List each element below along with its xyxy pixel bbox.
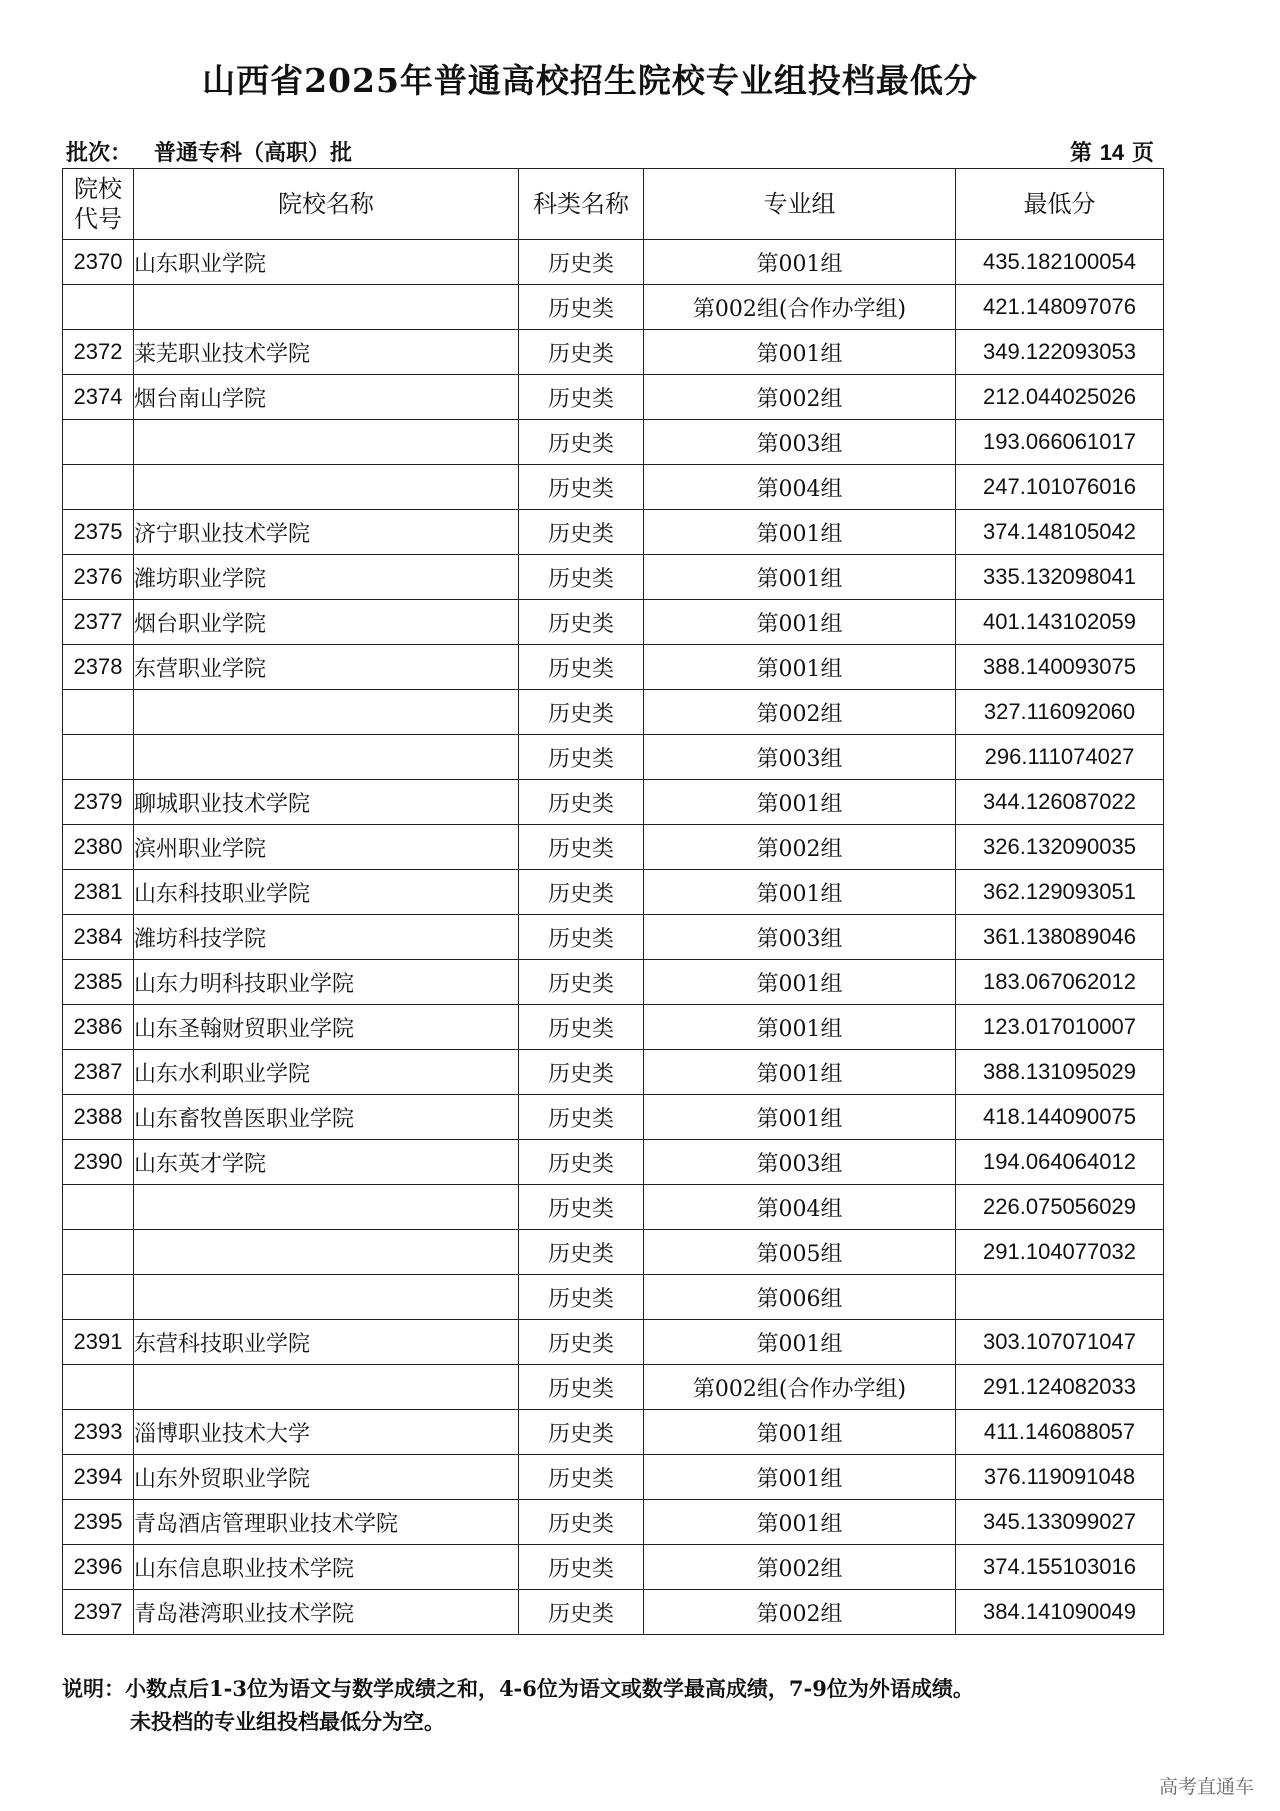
table-row (63, 1455, 1164, 1500)
min-score-cell: 291.124082033 (956, 1365, 1164, 1410)
subject-cell: 历史类 (519, 780, 644, 825)
table-row (63, 870, 1164, 915)
major-group-cell: 第002组 (644, 825, 956, 870)
table-row (63, 510, 1164, 555)
major-group-cell: 第006组 (644, 1275, 956, 1320)
school-name-cell: 山东水利职业学院 (134, 1050, 519, 1095)
subject-cell: 历史类 (519, 1050, 644, 1095)
subject-cell: 历史类 (519, 1095, 644, 1140)
school-code-cell: 2377 (63, 600, 134, 645)
min-score-cell: 123.017010007 (956, 1005, 1164, 1050)
batch-value: 普通专科（高职）批 (154, 140, 353, 166)
header-group: 专业组 (644, 169, 956, 240)
subject-cell: 历史类 (519, 555, 644, 600)
min-score-cell: 335.132098041 (956, 555, 1164, 600)
header-code (63, 169, 134, 240)
subject-cell: 历史类 (519, 1275, 644, 1320)
subject-cell: 历史类 (519, 600, 644, 645)
table-row (63, 1410, 1164, 1455)
table-row (63, 1140, 1164, 1185)
subject-cell: 历史类 (519, 915, 644, 960)
school-name-cell: 烟台职业学院 (134, 600, 519, 645)
table-row (63, 420, 1164, 465)
table-row (63, 1275, 1164, 1320)
school-code-cell: 2387 (63, 1050, 134, 1095)
table-row (63, 825, 1164, 870)
min-score-cell: 183.067062012 (956, 960, 1164, 1005)
min-score-cell: 296.111074027 (956, 735, 1164, 780)
major-group-cell: 第001组 (644, 510, 956, 555)
major-group-cell: 第001组 (644, 960, 956, 1005)
table-row (63, 1320, 1164, 1365)
page-number-info (1070, 136, 1154, 167)
subject-cell: 历史类 (519, 285, 644, 330)
table-row (63, 1050, 1164, 1095)
school-name-cell (134, 420, 519, 465)
min-score-cell (956, 1275, 1164, 1320)
major-group-cell: 第005组 (644, 1230, 956, 1275)
subject-cell: 历史类 (519, 375, 644, 420)
page-title: 山西省2025年普通高校招生院校专业组投档最低分 (202, 61, 978, 100)
school-code-cell (63, 465, 134, 510)
school-name-cell: 滨州职业学院 (134, 825, 519, 870)
footnote-line2: 未投档的专业组投档最低分为空。 (130, 1709, 445, 1734)
subject-cell: 历史类 (519, 960, 644, 1005)
table-row (63, 735, 1164, 780)
table-row (63, 240, 1164, 285)
table-header-row (63, 169, 1164, 240)
min-score-cell: 303.107071047 (956, 1320, 1164, 1365)
batch-info (66, 136, 352, 167)
school-code-cell (63, 1365, 134, 1410)
major-group-cell: 第001组 (644, 1095, 956, 1140)
subject-cell: 历史类 (519, 510, 644, 555)
school-code-cell: 2385 (63, 960, 134, 1005)
subject-cell: 历史类 (519, 1140, 644, 1185)
subject-cell: 历史类 (519, 1365, 644, 1410)
school-code-cell: 2395 (63, 1500, 134, 1545)
batch-label: 批次： (66, 140, 133, 166)
table-row (63, 780, 1164, 825)
major-group-cell: 第002组(合作办学组) (644, 1365, 956, 1410)
table-row (63, 645, 1164, 690)
school-name-cell: 青岛港湾职业技术学院 (134, 1590, 519, 1635)
school-code-cell: 2380 (63, 825, 134, 870)
subject-cell: 历史类 (519, 1320, 644, 1365)
school-code-cell: 2390 (63, 1140, 134, 1185)
min-score-cell: 384.141090049 (956, 1590, 1164, 1635)
school-code-cell: 2397 (63, 1590, 134, 1635)
header-subject: 科类名称 (519, 169, 644, 240)
subject-cell: 历史类 (519, 1545, 644, 1590)
major-group-cell: 第003组 (644, 735, 956, 780)
school-code-cell: 2374 (63, 375, 134, 420)
table-row (63, 465, 1164, 510)
min-score-cell: 411.146088057 (956, 1410, 1164, 1455)
school-name-cell: 山东外贸职业学院 (134, 1455, 519, 1500)
major-group-cell: 第002组 (644, 690, 956, 735)
school-code-cell: 2381 (63, 870, 134, 915)
header-name: 院校名称 (134, 169, 519, 240)
school-name-cell: 山东信息职业技术学院 (134, 1545, 519, 1590)
school-code-cell: 2393 (63, 1410, 134, 1455)
school-name-cell (134, 285, 519, 330)
major-group-cell: 第003组 (644, 420, 956, 465)
subject-cell: 历史类 (519, 1185, 644, 1230)
major-group-cell: 第001组 (644, 1455, 956, 1500)
min-score-cell: 418.144090075 (956, 1095, 1164, 1140)
min-score-cell: 247.101076016 (956, 465, 1164, 510)
major-group-cell: 第001组 (644, 870, 956, 915)
school-name-cell: 莱芜职业技术学院 (134, 330, 519, 375)
major-group-cell: 第001组 (644, 645, 956, 690)
min-score-cell: 374.155103016 (956, 1545, 1164, 1590)
school-code-cell: 2379 (63, 780, 134, 825)
school-name-cell: 山东畜牧兽医职业学院 (134, 1095, 519, 1140)
header-code-line1: 院校 (74, 175, 122, 203)
table-row (63, 375, 1164, 420)
table-row (63, 555, 1164, 600)
min-score-cell: 421.148097076 (956, 285, 1164, 330)
score-table (62, 168, 1164, 1635)
school-name-cell: 青岛酒店管理职业技术学院 (134, 1500, 519, 1545)
subject-cell: 历史类 (519, 690, 644, 735)
major-group-cell: 第002组 (644, 375, 956, 420)
school-name-cell (134, 1185, 519, 1230)
school-name-cell: 山东科技职业学院 (134, 870, 519, 915)
school-code-cell (63, 1275, 134, 1320)
major-group-cell: 第003组 (644, 915, 956, 960)
major-group-cell: 第001组 (644, 1500, 956, 1545)
major-group-cell: 第001组 (644, 780, 956, 825)
school-code-cell: 2372 (63, 330, 134, 375)
school-name-cell: 东营科技职业学院 (134, 1320, 519, 1365)
subject-cell: 历史类 (519, 420, 644, 465)
min-score-cell: 388.131095029 (956, 1050, 1164, 1095)
school-name-cell: 潍坊职业学院 (134, 555, 519, 600)
subject-cell: 历史类 (519, 735, 644, 780)
min-score-cell: 374.148105042 (956, 510, 1164, 555)
school-name-cell: 烟台南山学院 (134, 375, 519, 420)
major-group-cell: 第001组 (644, 1320, 956, 1365)
table-row (63, 1230, 1164, 1275)
school-code-cell (63, 690, 134, 735)
school-name-cell (134, 465, 519, 510)
min-score-cell: 194.064064012 (956, 1140, 1164, 1185)
subject-cell: 历史类 (519, 1410, 644, 1455)
page-prefix: 第 (1070, 140, 1093, 166)
subject-cell: 历史类 (519, 330, 644, 375)
major-group-cell: 第001组 (644, 600, 956, 645)
major-group-cell: 第002组 (644, 1545, 956, 1590)
subject-cell: 历史类 (519, 645, 644, 690)
min-score-cell: 435.182100054 (956, 240, 1164, 285)
table-row (63, 600, 1164, 645)
subject-cell: 历史类 (519, 1230, 644, 1275)
school-name-cell: 山东圣翰财贸职业学院 (134, 1005, 519, 1050)
table-row (63, 1365, 1164, 1410)
major-group-cell: 第001组 (644, 1050, 956, 1095)
school-name-cell (134, 735, 519, 780)
school-code-cell: 2396 (63, 1545, 134, 1590)
subject-cell: 历史类 (519, 240, 644, 285)
school-code-cell (63, 1230, 134, 1275)
school-name-cell: 山东力明科技职业学院 (134, 960, 519, 1005)
school-code-cell: 2391 (63, 1320, 134, 1365)
table-row (63, 690, 1164, 735)
school-name-cell (134, 1230, 519, 1275)
school-code-cell: 2388 (63, 1095, 134, 1140)
header-score: 最低分 (956, 169, 1164, 240)
school-name-cell: 东营职业学院 (134, 645, 519, 690)
table-body (63, 240, 1164, 1635)
table-row (63, 960, 1164, 1005)
min-score-cell: 212.044025026 (956, 375, 1164, 420)
min-score-cell: 376.119091048 (956, 1455, 1164, 1500)
min-score-cell: 362.129093051 (956, 870, 1164, 915)
major-group-cell: 第004组 (644, 465, 956, 510)
school-name-cell: 聊城职业技术学院 (134, 780, 519, 825)
min-score-cell: 401.143102059 (956, 600, 1164, 645)
school-name-cell (134, 690, 519, 735)
table-row (63, 1005, 1164, 1050)
table-row (63, 285, 1164, 330)
school-name-cell: 山东英才学院 (134, 1140, 519, 1185)
min-score-cell: 349.122093053 (956, 330, 1164, 375)
subject-cell: 历史类 (519, 1590, 644, 1635)
page-number: 14 (1099, 140, 1125, 165)
school-code-cell: 2394 (63, 1455, 134, 1500)
school-name-cell: 潍坊科技学院 (134, 915, 519, 960)
min-score-cell: 326.132090035 (956, 825, 1164, 870)
table-row (63, 1095, 1164, 1140)
school-name-cell (134, 1275, 519, 1320)
table-row (63, 1185, 1164, 1230)
subject-cell: 历史类 (519, 825, 644, 870)
school-code-cell: 2384 (63, 915, 134, 960)
school-name-cell (134, 1365, 519, 1410)
min-score-cell: 344.126087022 (956, 780, 1164, 825)
subject-cell: 历史类 (519, 870, 644, 915)
major-group-cell: 第001组 (644, 1410, 956, 1455)
school-code-cell (63, 1185, 134, 1230)
min-score-cell: 388.140093075 (956, 645, 1164, 690)
major-group-cell: 第002组(合作办学组) (644, 285, 956, 330)
school-name-cell: 济宁职业技术学院 (134, 510, 519, 555)
major-group-cell: 第001组 (644, 240, 956, 285)
min-score-cell: 327.116092060 (956, 690, 1164, 735)
school-code-cell: 2376 (63, 555, 134, 600)
subject-cell: 历史类 (519, 465, 644, 510)
school-name-cell: 山东职业学院 (134, 240, 519, 285)
table-row (63, 1545, 1164, 1590)
page-suffix: 页 (1131, 140, 1154, 166)
major-group-cell: 第002组 (644, 1590, 956, 1635)
school-code-cell: 2375 (63, 510, 134, 555)
school-code-cell: 2378 (63, 645, 134, 690)
footnote (62, 1672, 974, 1738)
table-row (63, 330, 1164, 375)
watermark: 高考直通车 (1158, 1777, 1254, 1798)
min-score-cell: 291.104077032 (956, 1230, 1164, 1275)
school-code-cell: 2386 (63, 1005, 134, 1050)
major-group-cell: 第001组 (644, 555, 956, 600)
table-row (63, 915, 1164, 960)
min-score-cell: 193.066061017 (956, 420, 1164, 465)
subject-cell: 历史类 (519, 1005, 644, 1050)
table-row (63, 1590, 1164, 1635)
min-score-cell: 226.075056029 (956, 1185, 1164, 1230)
major-group-cell: 第001组 (644, 1005, 956, 1050)
min-score-cell: 361.138089046 (956, 915, 1164, 960)
school-name-cell: 淄博职业技术大学 (134, 1410, 519, 1455)
school-code-cell: 2370 (63, 240, 134, 285)
school-code-cell (63, 735, 134, 780)
footnote-line1: 说明：小数点后1-3位为语文与数学成绩之和，4-6位为语文或数学最高成绩，7-9位为外语成绩。 (62, 1676, 974, 1701)
header-code-line2: 代号 (74, 205, 122, 233)
table-row (63, 1500, 1164, 1545)
major-group-cell: 第003组 (644, 1140, 956, 1185)
major-group-cell: 第001组 (644, 330, 956, 375)
school-code-cell (63, 285, 134, 330)
major-group-cell: 第004组 (644, 1185, 956, 1230)
subject-cell: 历史类 (519, 1500, 644, 1545)
subject-cell: 历史类 (519, 1455, 644, 1500)
min-score-cell: 345.133099027 (956, 1500, 1164, 1545)
school-code-cell (63, 420, 134, 465)
